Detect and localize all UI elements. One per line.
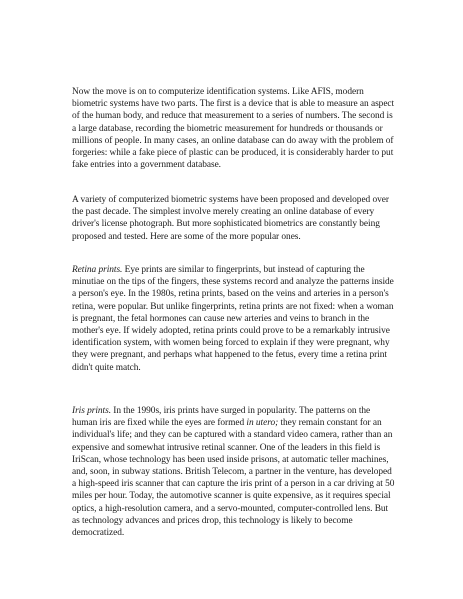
paragraph-computerize-identification	[72, 86, 397, 171]
paragraph-retina-prints	[72, 264, 397, 374]
paragraph-text: Eye prints are similar to fingerprints, but instead of capturing the minutiae on the tips of the fingers, these systems record and analyze the patterns inside a person's eye. In the 1980s, retina prints, based on the veins and arteries in a person's retina, were popular. But unlike fingerprints, retina prints are not fixed: when a woman is pregnant, the fetal hormones can cause new arteries and veins to branch in the mother's eye. If widely adopted, retina prints could prove to be a remarkably intrusive identification system, with women being forced to explain if they were pregnant, why they were pregnant, and perhaps what happened to the fetus, every time a retina print didn't quite match.	[72, 265, 394, 373]
paragraph-text: they remain constant for an individual's life; and they can be captured with a standard video camera, rather than an expensive and somewhat intrusive retinal scanner. One of the leaders in this field is IriScan, whose technology has been used inside prisons, at automatic teller machines, and, soon, in subway stations. British Telecom, a partner in the venture, has developed a high-speed iris scanner that can capture the iris print of a person in a car driving at 50 miles per hour. Today, the automotive scanner is quite expensive, as it requires special optics, a high-resolution camera, and a servo-mounted, computer-controlled lens. But as technology advances and prices drop, this technology is likely to become democratized.	[72, 418, 395, 539]
paragraph-text: Now the move is on to computerize identification systems. Like AFIS, modern biometric systems have two parts. The first is a device that is able to measure an aspect of the human body, and reduce that measurement to a series of numbers. The second is a large database, recording the biometric measurement for hundreds or thousands or millions of people. In many cases, an online database can do away with the problem of forgeries: while a fake piece of plastic can be produced, it is considerably harder to put fake entries into a government database.	[72, 87, 395, 171]
paragraph-text: In the 1990s, iris prints have surged in popularity. The patterns on the human iris are fixed while the eyes are formed	[72, 406, 371, 429]
paragraph-iris-prints	[72, 405, 397, 539]
paragraph-text: A variety of computerized biometric systems have been proposed and developed over the past decade. The simplest involve merely creating an online database of every driver's license photograph. But more sophisticated biometrics are constantly being proposed and tested. Here are some of the more popular ones.	[72, 195, 389, 242]
emphasis-in-utero: in utero;	[246, 418, 279, 429]
term-iris-prints: Iris prints.	[72, 406, 111, 416]
paragraph-biometric-systems	[72, 194, 397, 243]
term-retina-prints: Retina prints.	[72, 265, 123, 275]
